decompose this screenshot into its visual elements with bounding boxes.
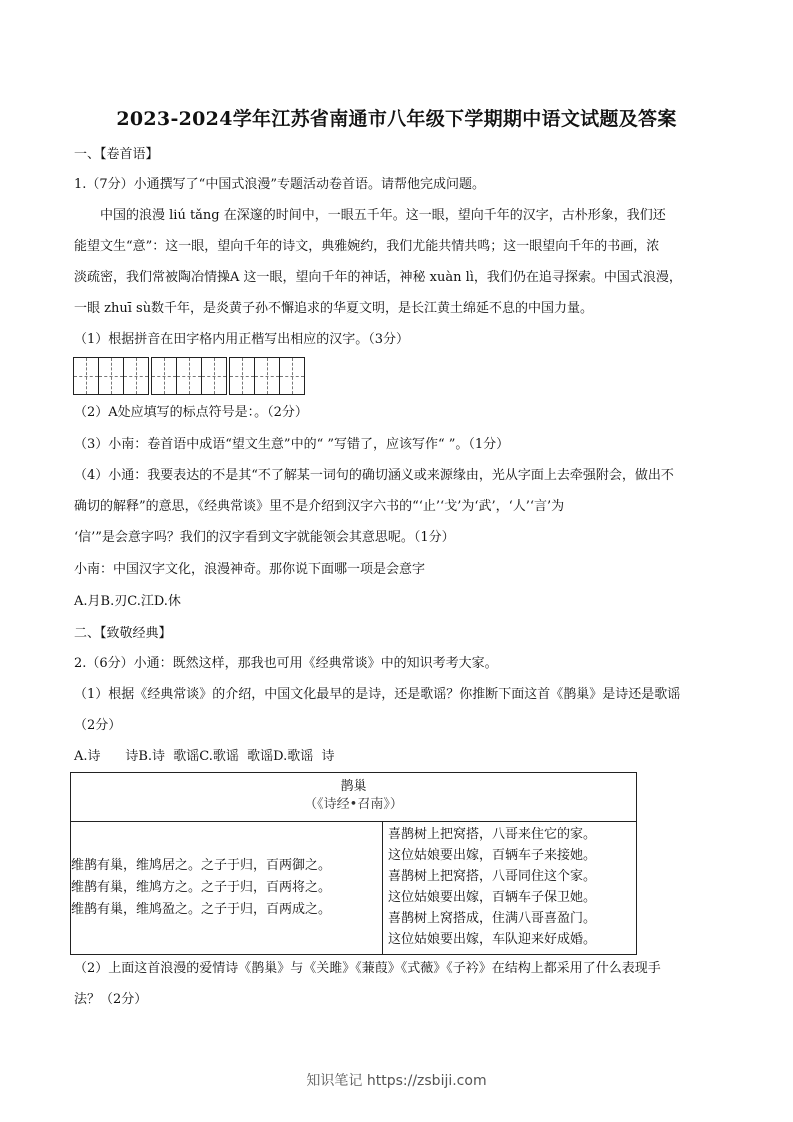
poem-original — [71, 822, 383, 954]
tianzige-cell[interactable] — [202, 358, 226, 394]
passage-line: 一眼 zhuī sù数千年，是炎黄子孙不懈追求的华夏文明，是长江黄土绵延不息的中国力量。 — [74, 301, 594, 316]
q2-1-line: （1）根据《经典常谈》的介绍，中国文化最早的是诗，还是歌谣？你推断下面这首《鹊巢》是诗还是歌谣 — [74, 687, 681, 702]
tianzige-cell[interactable] — [99, 358, 124, 394]
section1-heading: 一、【卷首语】 — [74, 147, 159, 162]
tianzige-cell[interactable] — [230, 358, 255, 394]
q2-1-options: A.诗 诗B.诗 歌谣C.歌谣 歌谣D.歌谣 诗 — [74, 749, 335, 764]
q2-2-line: （2）上面这首浪漫的爱情诗《鹊巢》与《关雎》《蒹葭》《式薇》《子衿》在结构上都采用了什么表现手 — [74, 961, 661, 976]
q1-2: （2）A处应填写的标点符号是：。（2分） — [74, 405, 308, 420]
poem-translation-line: 这位姑娘要出嫁，百辆车子保卫她。 — [388, 890, 597, 905]
q1-4-followup: 小南：中国汉字文化，浪漫神奇。那你说下面哪一项是会意字 — [74, 562, 426, 577]
poem-translation-line: 喜鹊树上把窝搭，八哥来住它的家。 — [388, 827, 597, 842]
tianzige-group — [73, 357, 149, 395]
poem-translation-line: 喜鹊树上窝搭成，住满八哥喜盈门。 — [388, 911, 597, 926]
poem-translation — [383, 822, 636, 954]
footer-watermark: 知识笔记 https://zsbiji.com — [306, 1073, 487, 1089]
poem-title: 鹊巢 — [340, 779, 367, 794]
tianzige-group — [151, 357, 227, 395]
poem-source: （《诗经•召南》） — [304, 797, 403, 812]
tianzige-cell[interactable] — [255, 358, 280, 394]
tianzige-cell[interactable] — [152, 358, 177, 394]
tianzige-cell[interactable] — [74, 358, 99, 394]
q1-4-options: A.月B.刃C.江D.休 — [74, 594, 181, 609]
tianzige-grid — [73, 357, 307, 395]
poem-table — [70, 772, 637, 955]
poem-original-line: 维鹊有巢，维鸠居之。之子于归，百两御之。 — [71, 858, 332, 873]
poem-translation-line: 喜鹊树上把窝搭，八哥同住这个家。 — [388, 869, 597, 884]
q1-intro: 1.（7分）小通撰写了“中国式浪漫”专题活动卷首语。请帮他完成问题。 — [74, 177, 485, 192]
q1-4-line: （4）小通：我要表达的不是其“不了解某一词句的确切涵义或来源缘由，光从字面上去牵强附会，做出不 — [74, 468, 674, 483]
poem-translation-line: 这位姑娘要出嫁，车队迎来好成婚。 — [388, 932, 597, 947]
poem-original-line: 维鹊有巢，维鸠盈之。之子于归，百两成之。 — [71, 902, 332, 917]
poem-body — [71, 822, 636, 954]
q2-intro: 2.（6分）小通：既然这样，那我也可用《经典常谈》中的知识考考大家。 — [74, 656, 498, 671]
q1-4-line: 确切的解释”的意思，《经典常谈》里不是介绍到汉字六书的“‘止’‘戈’为‘武’，‘人’‘言’为 — [74, 499, 565, 514]
section2-heading: 二、【致敬经典】 — [74, 626, 172, 641]
q2-1-line: （2分） — [74, 718, 122, 733]
q1-3: （3）小南：卷首语中成语“望文生意”中的“ ”写错了，应该写作“ ”。（1分） — [74, 437, 510, 452]
passage-line: 淡疏密，我们常被陶冶情操A 这一眼，望向千年的神话，神秘 xuàn lì，我们仍在追寻探索。中国式浪漫， — [74, 270, 682, 285]
poem-header — [71, 773, 636, 822]
q1-1: （1）根据拼音在田字格内用正楷写出相应的汉字。（3分） — [74, 332, 410, 347]
preface-passage — [74, 200, 724, 324]
passage-line: 中国的浪漫 liú tǎng 在深邃的时间中，一眼五千年。这一眼，望向千年的汉字，古朴形象，我们还 — [100, 208, 666, 223]
passage-line: 能望文生“意”：这一眼，望向千年的诗文，典雅婉约，我们尤能共情共鸣；这一眼望向千年的书画，浓 — [74, 239, 660, 254]
q1-4-line: ‘信’”是会意字吗？我们的汉字看到文字就能领会其意思呢。（1分） — [74, 530, 455, 545]
tianzige-group — [229, 357, 305, 395]
tianzige-cell[interactable] — [177, 358, 202, 394]
page-title: 2023-2024学年江苏省南通市八年级下学期期中语文试题及答案 — [116, 108, 677, 130]
tianzige-cell[interactable] — [280, 358, 304, 394]
poem-original-line: 维鹊有巢，维鸠方之。之子于归，百两将之。 — [71, 880, 332, 895]
tianzige-cell[interactable] — [124, 358, 148, 394]
poem-translation-line: 这位姑娘要出嫁，百辆车子来接她。 — [388, 848, 597, 863]
q2-2-line: 法？（2分） — [74, 992, 148, 1007]
